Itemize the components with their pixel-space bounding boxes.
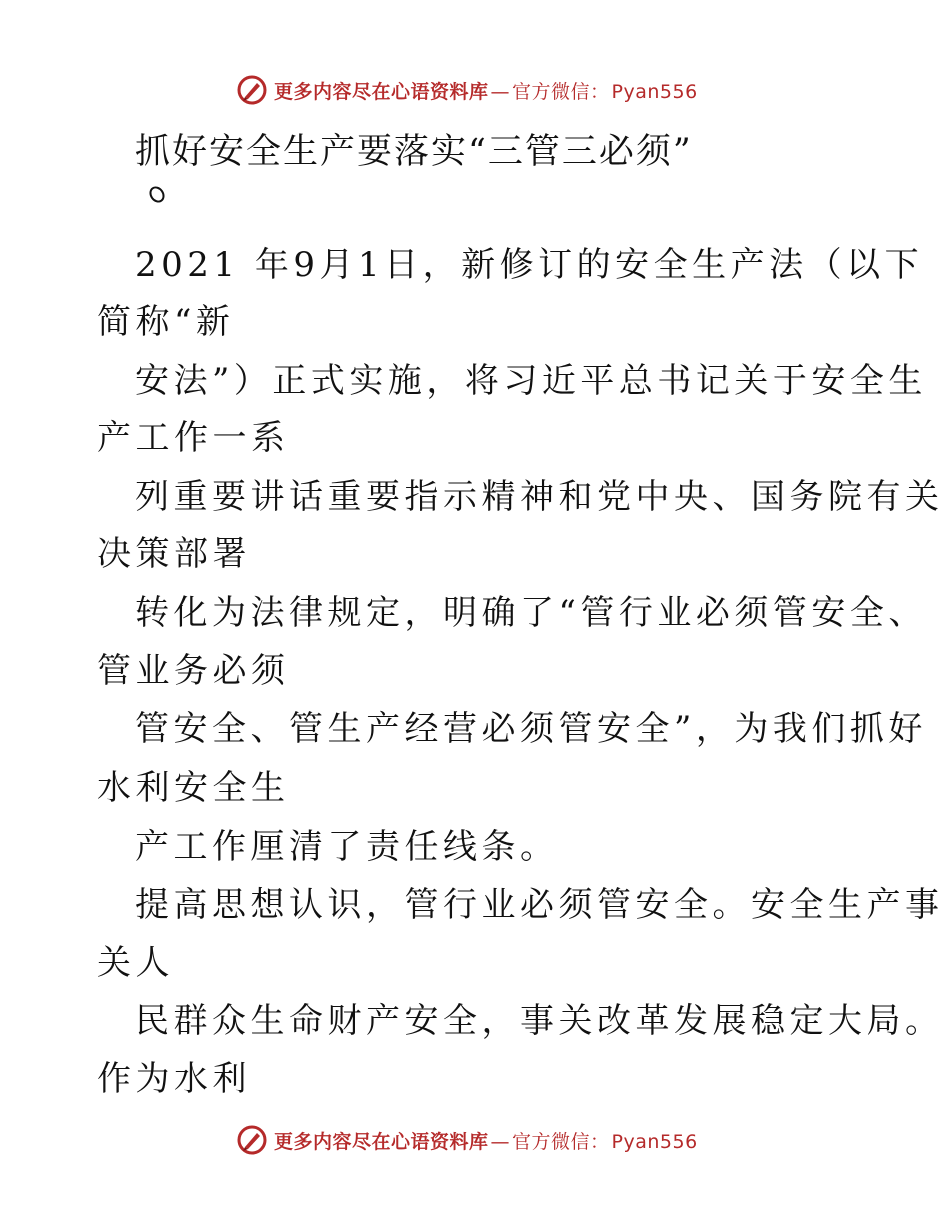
title-period-mark <box>146 184 167 206</box>
pen-logo-icon <box>236 1124 268 1156</box>
body-line: 关人 <box>97 943 174 983</box>
pen-logo-icon <box>236 74 268 106</box>
banner-wechat-id: Pyan556 <box>611 1130 698 1153</box>
banner-main-text: 更多内容尽在心语资料库 <box>274 1130 489 1153</box>
body-line: 管安全、管生产经营必须管安全”，为我们抓好 <box>135 709 927 749</box>
body-line: 2021 年9月1日，新修订的安全生产法（以下 <box>135 245 924 285</box>
body-line: 安法”）正式实施，将习近平总书记关于安全生 <box>135 361 927 401</box>
body-line: 列重要讲话重要指示精神和党中央、国务院有关 <box>135 477 944 517</box>
body-line: 管业务必须 <box>97 651 290 691</box>
body-line: 民群众生命财产安全，事关改革发展稳定大局。 <box>135 1001 944 1041</box>
body-line: 作为水利 <box>97 1059 251 1099</box>
banner-dash: — <box>490 1130 511 1153</box>
banner-text <box>274 1127 698 1154</box>
document-title: 抓好安全生产要落实“三管三必须” <box>135 132 693 172</box>
body-line: 简称“新 <box>97 302 235 342</box>
body-line: 产工作厘清了责任线条。 <box>135 827 559 867</box>
banner-text <box>274 77 698 104</box>
body-line: 产工作一系 <box>97 418 290 458</box>
banner-sub-text: 官方微信： <box>512 80 610 103</box>
banner-wechat-id: Pyan556 <box>611 80 698 103</box>
footer-banner <box>236 1122 698 1158</box>
banner-main-text: 更多内容尽在心语资料库 <box>274 80 489 103</box>
body-line: 决策部署 <box>97 534 251 574</box>
body-line: 转化为法律规定，明确了“管行业必须管安全、 <box>135 593 927 633</box>
body-line: 提高思想认识，管行业必须管安全。安全生产事 <box>135 885 944 925</box>
banner-sub-text: 官方微信： <box>512 1130 610 1153</box>
header-banner <box>236 72 698 108</box>
banner-dash: — <box>490 80 511 103</box>
body-line: 水利安全生 <box>97 768 290 808</box>
